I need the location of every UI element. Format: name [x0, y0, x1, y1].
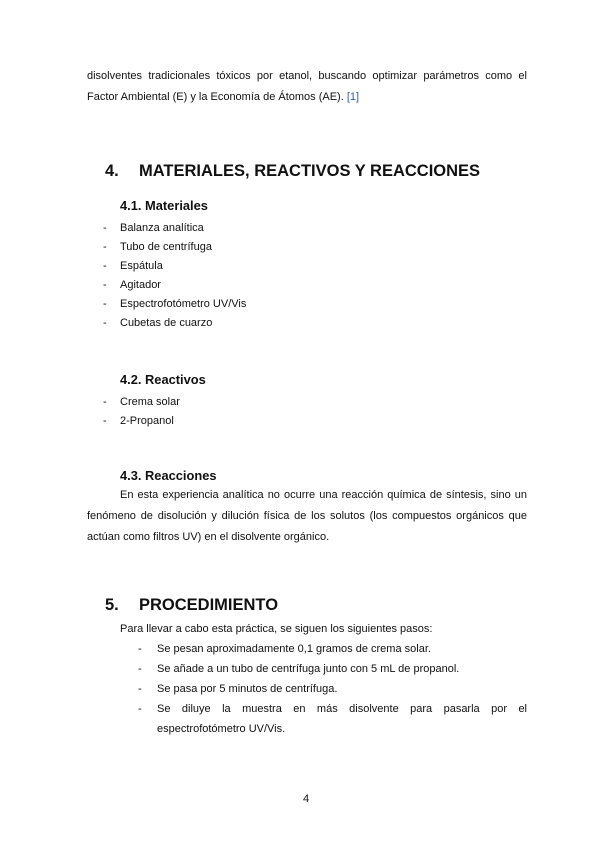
subsection-reactivos-title: 4.2. Reactivos [120, 372, 206, 387]
page-content [87, 66, 527, 739]
list-item: - Se añade a un tubo de centrífuga junto con 5 mL de propanol. [138, 663, 460, 675]
list-item: - Se pesan aproximadamente 0,1 gramos de crema solar. [138, 643, 431, 655]
procedure-intro: Para llevar a cabo esta práctica, se siguen los siguientes pasos: [120, 623, 433, 635]
subsection-reacciones-title: 4.3. Reacciones [120, 468, 217, 483]
materiales-list [87, 219, 527, 333]
list-item: - Tubo de centrífuga [103, 241, 212, 253]
section-5-heading [87, 596, 527, 614]
list-item: - Agitador [103, 279, 161, 291]
intro-paragraph [87, 66, 527, 108]
list-item: - Cubetas de cuarzo [103, 317, 213, 329]
list-item: - Se pasa por 5 minutos de centrífuga. [138, 683, 338, 695]
procedure-steps [87, 639, 527, 739]
section-4-heading [87, 162, 527, 180]
list-item: - Balanza analítica [103, 222, 204, 234]
list-item: - Espectrofotómetro UV/Vis [103, 298, 247, 310]
section-5-number: 5. [105, 596, 119, 614]
section-5-title: PROCEDIMIENTO [139, 596, 279, 614]
subsection-materiales-title: 4.1. Materiales [120, 198, 208, 213]
intro-text: disolventes tradicionales tóxicos por etanol, buscando optimizar parámetros como el Factor Ambiental (E) y la Economía de Átomos (AE). [87, 70, 527, 103]
list-item: - Espátula [103, 260, 163, 272]
reactivos-list [87, 393, 527, 431]
list-item: - 2-Propanol [103, 415, 174, 427]
list-item: - Se diluye la muestra en más disolvente para pasarla por el espectrofotómetro UV/Vis. [138, 703, 527, 735]
page-number: 4 [302, 793, 310, 805]
list-item: - Crema solar [103, 396, 180, 408]
reacciones-paragraph: En esta experiencia analítica no ocurre una reacción química de síntesis, sino un fenómeno de disolución y dilución física de los solutos (los compuestos orgánicos que actúan como filtros UV) en el disolvente orgánico. [87, 489, 527, 543]
section-4-number: 4. [105, 162, 119, 180]
section-4-title: MATERIALES, REACTIVOS Y REACCIONES [139, 162, 481, 180]
citation-reference[interactable]: [1] [346, 91, 360, 103]
